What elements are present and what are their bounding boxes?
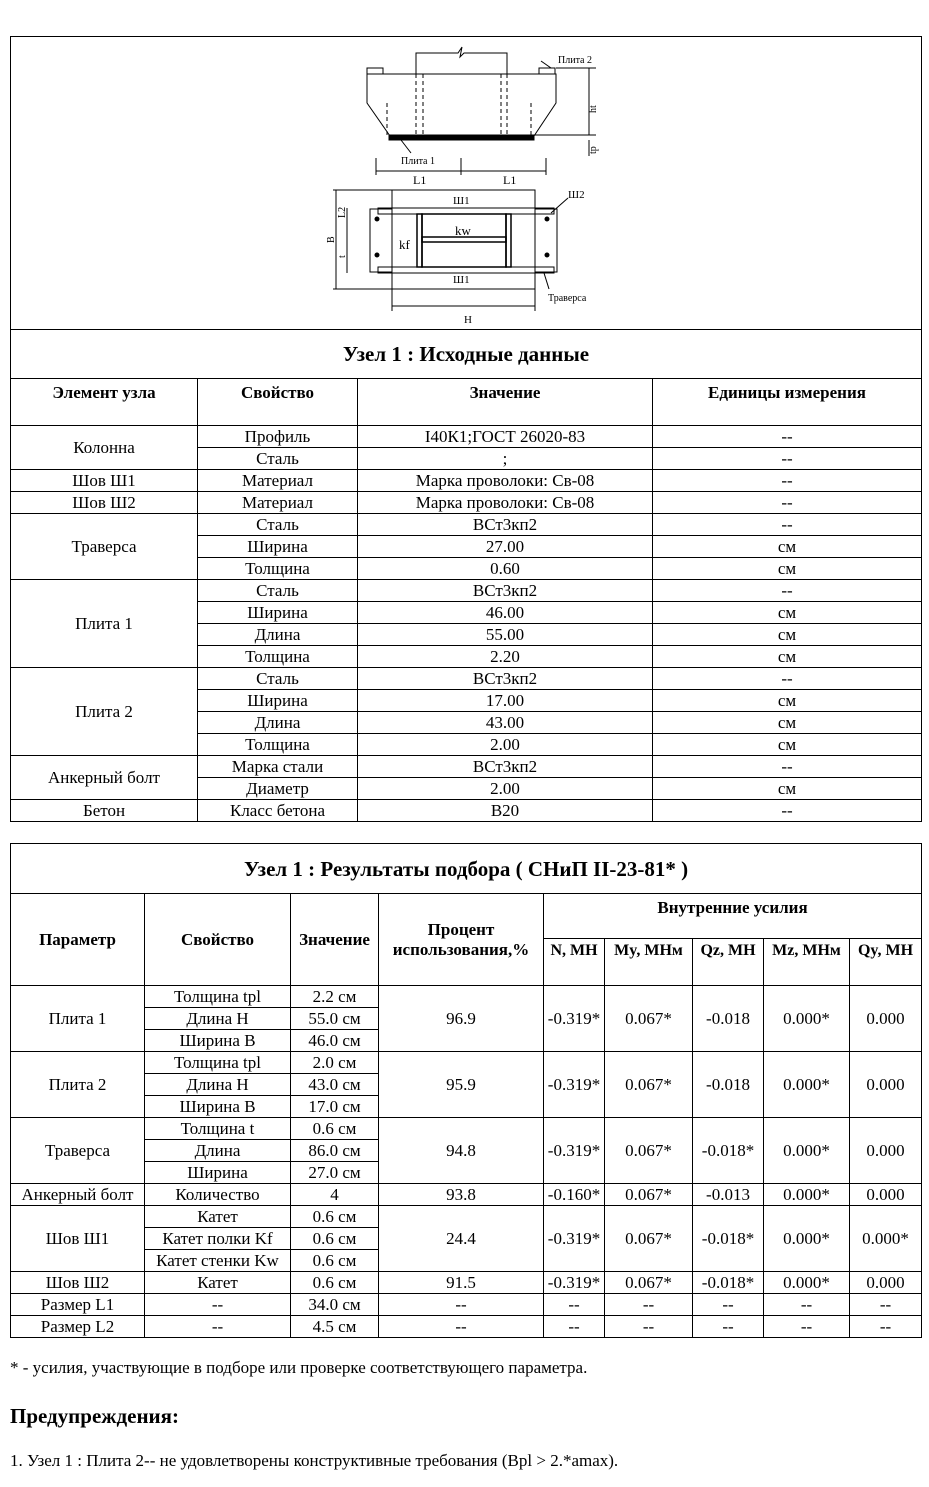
unit-cell: см (653, 536, 922, 558)
property-cell: Толщина (198, 734, 358, 756)
header-prop: Свойство (145, 894, 291, 986)
header-param: Параметр (11, 894, 145, 986)
qy-cell: 0.000 (850, 1052, 922, 1118)
n-cell: -0.319* (544, 986, 605, 1052)
value-cell: 4.5 см (291, 1316, 379, 1338)
value-cell: 2.00 (358, 778, 653, 800)
qz-cell: -- (693, 1316, 764, 1338)
unit-cell: см (653, 712, 922, 734)
property-cell: Сталь (198, 448, 358, 470)
property-cell: Материал (198, 492, 358, 514)
my-cell: 0.067* (605, 1184, 693, 1206)
value-cell: ВСт3кп2 (358, 668, 653, 690)
unit-cell: см (653, 624, 922, 646)
header-forces: Внутренние усилия (544, 894, 922, 939)
value-cell: 27.0 см (291, 1162, 379, 1184)
h-label: H (464, 314, 472, 323)
table-row (11, 986, 922, 1008)
qz-cell: -0.018* (693, 1272, 764, 1294)
my-cell: 0.067* (605, 1052, 693, 1118)
unit-cell: см (653, 558, 922, 580)
my-cell: 0.067* (605, 1272, 693, 1294)
property-cell: Длина H (145, 1074, 291, 1096)
ht-label: ht (588, 105, 599, 113)
property-cell: Ширина (198, 690, 358, 712)
qz-cell: -0.018 (693, 1052, 764, 1118)
mz-cell: 0.000* (764, 1118, 850, 1184)
kw-label: kw (455, 223, 471, 238)
n-cell: -- (544, 1316, 605, 1338)
my-cell: -- (605, 1294, 693, 1316)
header-n: N, МН (544, 939, 605, 986)
unit-cell: -- (653, 580, 922, 602)
param-cell: Плита 2 (11, 1052, 145, 1118)
value-cell: 2.00 (358, 734, 653, 756)
t-label: t (337, 255, 348, 258)
n-cell: -0.160* (544, 1184, 605, 1206)
plate1-label: Плита 1 (401, 156, 435, 167)
qz-cell: -0.018* (693, 1118, 764, 1184)
unit-cell: см (653, 602, 922, 624)
qy-cell: 0.000 (850, 1118, 922, 1184)
value-cell: 55.00 (358, 624, 653, 646)
percent-cell: 93.8 (379, 1184, 544, 1206)
unit-cell: -- (653, 426, 922, 448)
value-cell: 0.6 см (291, 1228, 379, 1250)
n-cell: -0.319* (544, 1206, 605, 1272)
sh2-label: Ш2 (568, 189, 585, 201)
plate1-side (389, 135, 534, 140)
element-cell: Плита 1 (11, 580, 198, 668)
mz-cell: 0.000* (764, 1052, 850, 1118)
table-row (11, 1206, 922, 1228)
footnote: * - усилия, участвующие в подборе или проверке соответствующего параметра. (10, 1358, 588, 1377)
mz-cell: 0.000* (764, 1272, 850, 1294)
qz-cell: -0.018* (693, 1206, 764, 1272)
percent-cell: 24.4 (379, 1206, 544, 1272)
value-cell: 43.0 см (291, 1074, 379, 1096)
mz-cell: 0.000* (764, 986, 850, 1052)
plate2-label: Плита 2 (558, 55, 592, 66)
property-cell: Длина (198, 712, 358, 734)
param-cell: Анкерный болт (11, 1184, 145, 1206)
property-cell: Длина (198, 624, 358, 646)
base-plate-diagram (316, 43, 616, 323)
value-cell: 27.00 (358, 536, 653, 558)
my-cell: 0.067* (605, 1118, 693, 1184)
column-section (422, 214, 506, 267)
param-cell: Размер L1 (11, 1294, 145, 1316)
unit-cell: -- (653, 756, 922, 778)
unit-cell: -- (653, 470, 922, 492)
qz-cell: -0.013 (693, 1184, 764, 1206)
header-qz: Qz, МН (693, 939, 764, 986)
property-cell: -- (145, 1316, 291, 1338)
warnings-title: Предупреждения: (10, 1404, 180, 1428)
header-property: Свойство (198, 379, 358, 426)
property-cell: Сталь (198, 580, 358, 602)
n-cell: -0.319* (544, 1052, 605, 1118)
value-cell: B20 (358, 800, 653, 822)
property-cell: -- (145, 1294, 291, 1316)
percent-cell: -- (379, 1316, 544, 1338)
value-cell: 2.20 (358, 646, 653, 668)
property-cell: Толщина tpl (145, 986, 291, 1008)
table-row (11, 514, 922, 536)
param-cell: Плита 1 (11, 986, 145, 1052)
mz-cell: -- (764, 1316, 850, 1338)
property-cell: Длина (145, 1140, 291, 1162)
header-units: Единицы измерения (653, 379, 922, 426)
input-data-table (10, 36, 922, 822)
l2-label: L2 (337, 206, 348, 218)
unit-cell: -- (653, 514, 922, 536)
unit-cell: -- (653, 492, 922, 514)
property-cell: Катет стенки Kw (145, 1250, 291, 1272)
b-label: B (326, 236, 337, 243)
value-cell: 0.6 см (291, 1118, 379, 1140)
value-cell: I40К1;ГОСТ 26020-83 (358, 426, 653, 448)
sh1-top-label: Ш1 (453, 195, 470, 207)
value-cell: 17.00 (358, 690, 653, 712)
qz-cell: -0.018 (693, 986, 764, 1052)
property-cell: Толщина t (145, 1118, 291, 1140)
property-cell: Класс бетона (198, 800, 358, 822)
plate2-right (539, 68, 555, 74)
qy-cell: -- (850, 1316, 922, 1338)
qy-cell: 0.000* (850, 1206, 922, 1272)
element-cell: Бетон (11, 800, 198, 822)
traverse-label: Траверса (548, 293, 587, 304)
value-cell: Марка проволоки: Св-08 (358, 470, 653, 492)
header-value: Значение (291, 894, 379, 986)
property-cell: Количество (145, 1184, 291, 1206)
unit-cell: см (653, 778, 922, 800)
table-row (11, 1272, 922, 1294)
element-cell: Шов Ш2 (11, 492, 198, 514)
value-cell: 86.0 см (291, 1140, 379, 1162)
percent-cell: 91.5 (379, 1272, 544, 1294)
property-cell: Ширина (198, 536, 358, 558)
qz-cell: -- (693, 1294, 764, 1316)
table-row (11, 1052, 922, 1074)
mz-cell: 0.000* (764, 1206, 850, 1272)
table-row (11, 668, 922, 690)
property-cell: Катет полки Kf (145, 1228, 291, 1250)
property-cell: Марка стали (198, 756, 358, 778)
property-cell: Ширина (198, 602, 358, 624)
unit-cell: -- (653, 800, 922, 822)
header-value: Значение (358, 379, 653, 426)
property-cell: Сталь (198, 668, 358, 690)
value-cell: 55.0 см (291, 1008, 379, 1030)
value-cell: 46.00 (358, 602, 653, 624)
value-cell: ВСт3кп2 (358, 514, 653, 536)
table-row (11, 800, 922, 822)
plate2-left (367, 68, 383, 74)
tp-label: tp (588, 146, 599, 154)
results-title: Узел 1 : Результаты подбора ( СНиП II-23-81* ) (11, 844, 922, 894)
table-row (11, 1294, 922, 1316)
unit-cell: см (653, 734, 922, 756)
value-cell: 17.0 см (291, 1096, 379, 1118)
percent-cell: 96.9 (379, 986, 544, 1052)
value-cell: 2.2 см (291, 986, 379, 1008)
property-cell: Диаметр (198, 778, 358, 800)
value-cell: 43.00 (358, 712, 653, 734)
property-cell: Толщина tpl (145, 1052, 291, 1074)
my-cell: 0.067* (605, 1206, 693, 1272)
results-table (10, 843, 922, 1338)
sh1-bottom-label: Ш1 (453, 274, 470, 286)
table-row (11, 470, 922, 492)
qy-cell: 0.000 (850, 1184, 922, 1206)
l1-right-label: L1 (503, 173, 517, 187)
value-cell: 0.6 см (291, 1250, 379, 1272)
my-cell: -- (605, 1316, 693, 1338)
property-cell: Ширина B (145, 1096, 291, 1118)
table-row (11, 1316, 922, 1338)
value-cell: 0.60 (358, 558, 653, 580)
element-cell: Плита 2 (11, 668, 198, 756)
mz-cell: -- (764, 1294, 850, 1316)
value-cell: 46.0 см (291, 1030, 379, 1052)
value-cell: Марка проволоки: Св-08 (358, 492, 653, 514)
l1-left-label: L1 (413, 173, 427, 187)
warning-item: 1. Узел 1 : Плита 2-- не удовлетворены конструктивные требования (Bpl > 2.*amax). (10, 1451, 619, 1470)
param-cell: Шов Ш1 (11, 1206, 145, 1272)
table-row (11, 1118, 922, 1140)
value-cell: 0.6 см (291, 1272, 379, 1294)
header-qy: Qy, МН (850, 939, 922, 986)
unit-cell: -- (653, 448, 922, 470)
element-cell: Шов Ш1 (11, 470, 198, 492)
n-cell: -- (544, 1294, 605, 1316)
qy-cell: 0.000 (850, 1272, 922, 1294)
n-cell: -0.319* (544, 1118, 605, 1184)
plate2-left-plan (370, 209, 392, 272)
header-percent: Процент использования,% (379, 894, 544, 986)
unit-cell: -- (653, 668, 922, 690)
unit-cell: см (653, 690, 922, 712)
element-cell: Траверса (11, 514, 198, 580)
n-cell: -0.319* (544, 1272, 605, 1294)
property-cell: Толщина (198, 558, 358, 580)
property-cell: Толщина (198, 646, 358, 668)
property-cell: Ширина B (145, 1030, 291, 1052)
header-element: Элемент узла (11, 379, 198, 426)
value-cell: ВСт3кп2 (358, 580, 653, 602)
qy-cell: -- (850, 1294, 922, 1316)
kf-label: kf (399, 237, 410, 252)
property-cell: Катет (145, 1272, 291, 1294)
element-cell: Анкерный болт (11, 756, 198, 800)
header-mz: Mz, МНм (764, 939, 850, 986)
param-cell: Размер L2 (11, 1316, 145, 1338)
property-cell: Сталь (198, 514, 358, 536)
percent-cell: -- (379, 1294, 544, 1316)
node-drawing (11, 37, 922, 330)
percent-cell: 95.9 (379, 1052, 544, 1118)
unit-cell: см (653, 646, 922, 668)
percent-cell: 94.8 (379, 1118, 544, 1184)
value-cell: 2.0 см (291, 1052, 379, 1074)
table-row (11, 580, 922, 602)
value-cell: 4 (291, 1184, 379, 1206)
property-cell: Длина H (145, 1008, 291, 1030)
value-cell: 34.0 см (291, 1294, 379, 1316)
table-row (11, 756, 922, 778)
param-cell: Шов Ш2 (11, 1272, 145, 1294)
table-row (11, 426, 922, 448)
value-cell: ВСт3кп2 (358, 756, 653, 778)
table-row (11, 1184, 922, 1206)
mz-cell: 0.000* (764, 1184, 850, 1206)
input-title: Узел 1 : Исходные данные (11, 330, 922, 379)
property-cell: Ширина (145, 1162, 291, 1184)
my-cell: 0.067* (605, 986, 693, 1052)
property-cell: Катет (145, 1206, 291, 1228)
property-cell: Профиль (198, 426, 358, 448)
header-my: My, МНм (605, 939, 693, 986)
value-cell: ; (358, 448, 653, 470)
element-cell: Колонна (11, 426, 198, 470)
table-row (11, 492, 922, 514)
qy-cell: 0.000 (850, 986, 922, 1052)
property-cell: Материал (198, 470, 358, 492)
param-cell: Траверса (11, 1118, 145, 1184)
value-cell: 0.6 см (291, 1206, 379, 1228)
